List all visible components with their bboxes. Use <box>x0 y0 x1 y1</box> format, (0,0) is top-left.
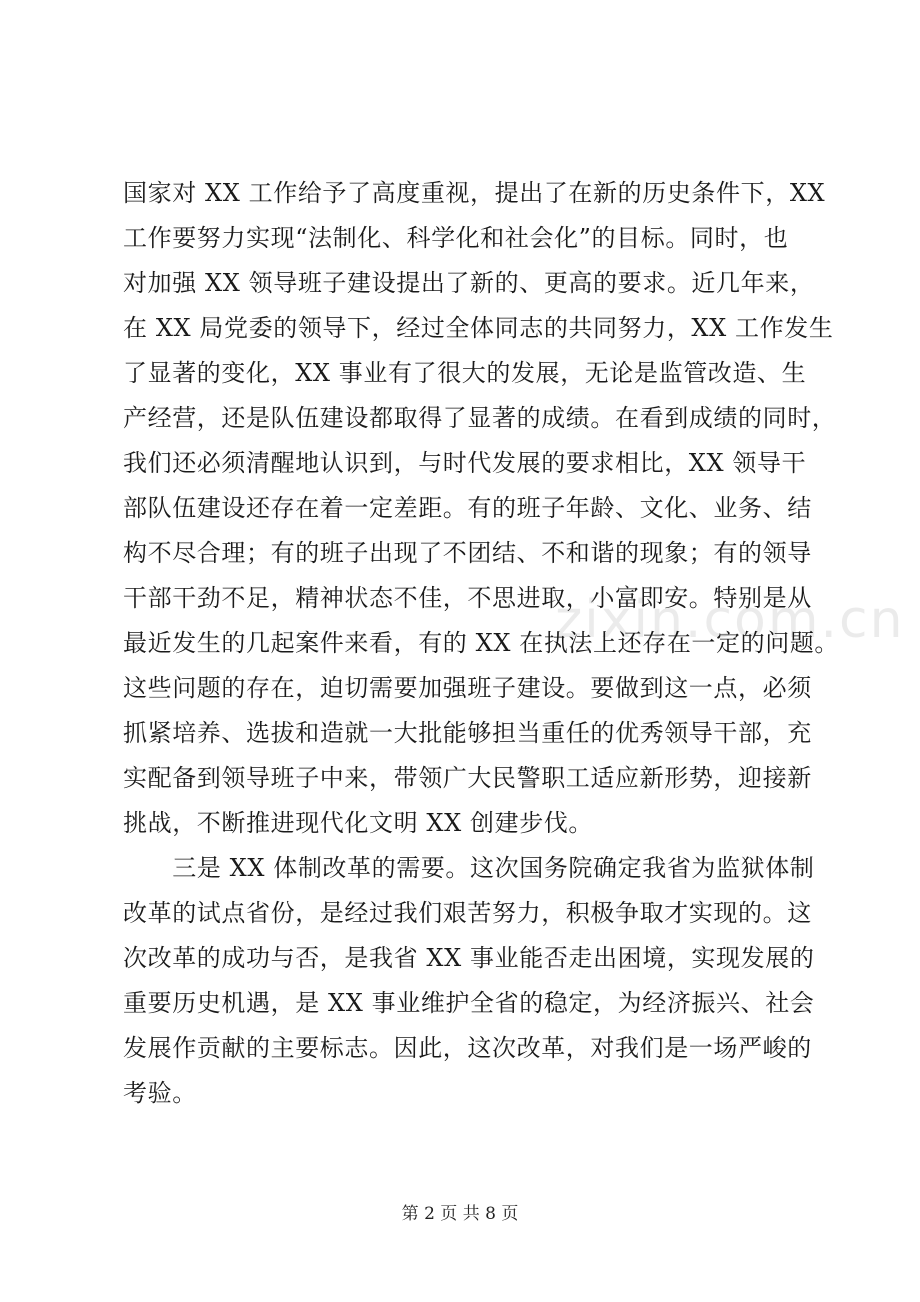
body-text-line: 挑战，不断推进现代化文明 XX 创建步伐。 <box>123 809 594 837</box>
watermark: zixin.com.cn <box>555 590 905 650</box>
page-number-footer: 第 2 页 共 8 页 <box>401 1204 519 1224</box>
body-text-line: 我们还必须清醒地认识到，与时代发展的要求相比，XX 领导干 <box>123 449 807 477</box>
body-text-line: 对加强 XX 领导班子建设提出了新的、更高的要求。近几年来， <box>123 269 815 297</box>
body-text-line: 次改革的成功与否，是我省 XX 事业能否走出困境，实现发展的 <box>123 944 815 972</box>
body-text-line: 这些问题的存在，迫切需要加强班子建设。要做到这一点，必须 <box>123 674 812 702</box>
body-text-line: 改革的试点省份，是经过我们艰苦努力，积极争取才实现的。这 <box>123 899 812 927</box>
body-text-line: 实配备到领导班子中来，带领广大民警职工适应新形势，迎接新 <box>123 764 812 792</box>
body-text-line: 国家对 XX 工作给予了高度重视，提出了在新的历史条件下，XX <box>123 179 826 207</box>
body-text-line: 抓紧培养、选拔和造就一大批能够担当重任的优秀领导干部，充 <box>123 719 812 747</box>
body-text-line: 构不尽合理；有的班子出现了不团结、不和谐的现象；有的领导 <box>123 539 812 567</box>
body-text-line: 最近发生的几起案件来看，有的 XX 在执法上还存在一定的问题。 <box>123 629 840 657</box>
body-text-line: 工作要努力实现“法制化、科学化和社会化”的目标。同时，也 <box>123 224 789 252</box>
body-text-line: 产经营，还是队伍建设都取得了显著的成绩。在看到成绩的同时， <box>123 404 837 432</box>
body-text-line: 了显著的变化，XX 事业有了很大的发展，无论是监管改造、生 <box>123 359 807 387</box>
body-text-line: 考验。 <box>123 1079 197 1107</box>
body-text-line: 干部干劲不足，精神状态不佳，不思进取，小富即安。特别是从 <box>123 584 812 612</box>
body-text-line: 在 XX 局党委的领导下，经过全体同志的共同努力，XX 工作发生 <box>123 314 834 342</box>
body-text-line: 部队伍建设还存在着一定差距。有的班子年龄、文化、业务、结 <box>123 494 812 522</box>
body-text-line: 三是 XX 体制改革的需要。这次国务院确定我省为监狱体制 <box>123 854 815 882</box>
body-text-line: 重要历史机遇，是 XX 事业维护全省的稳定，为经济振兴、社会 <box>123 989 815 1017</box>
body-text-line: 发展作贡献的主要标志。因此，这次改革，对我们是一场严峻的 <box>123 1034 812 1062</box>
